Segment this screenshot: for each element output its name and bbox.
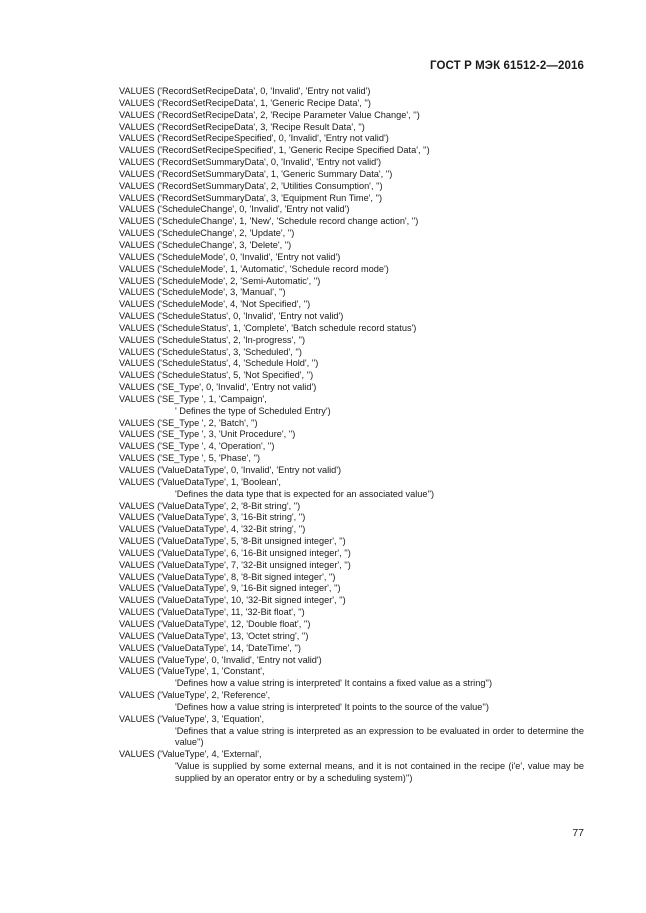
values-statement-line: VALUES ('RecordSetRecipeSpecified', 1, 'Generic Recipe Specified Data', '') bbox=[119, 145, 430, 156]
values-statement-line: VALUES ('ValueDataType', 13, 'Octet string', '') bbox=[119, 630, 309, 641]
page-number: 77 bbox=[572, 827, 584, 839]
values-statement-line: VALUES ('RecordSetSummaryData', 0, 'Invalid', 'Entry not valid') bbox=[119, 157, 382, 168]
values-statement-line: VALUES ('ScheduleMode', 4, 'Not Specified', '') bbox=[119, 299, 311, 310]
values-statement-line: VALUES ('RecordSetSummaryData', 2, 'Utilities Consumption', '') bbox=[119, 180, 383, 191]
description-line: 'Defines how a value string is interpreted' It points to the source of the value'') bbox=[175, 701, 489, 712]
values-statement-line: VALUES ('SE_Type ', 2, 'Batch', '') bbox=[119, 417, 258, 428]
values-statement-line: VALUES ('RecordSetRecipeData', 1, 'Generic Recipe Data', '') bbox=[119, 97, 371, 108]
values-statement-line: VALUES ('RecordSetRecipeData', 3, 'Recipe Result Data', '') bbox=[119, 121, 365, 132]
code-listing bbox=[119, 86, 584, 785]
values-statement-line: VALUES ('ScheduleStatus', 2, 'In-progress', '') bbox=[119, 334, 306, 345]
values-statement-line: VALUES ('ScheduleStatus', 3, 'Scheduled', '') bbox=[119, 346, 302, 357]
values-statement-line: VALUES ('ScheduleChange', 1, 'New', 'Schedule record change action', '') bbox=[119, 216, 419, 227]
values-statement-line: VALUES ('RecordSetSummaryData', 1, 'Generic Summary Data', '') bbox=[119, 168, 393, 179]
values-statement-line: VALUES ('ValueDataType', 2, '8-Bit string', '') bbox=[119, 500, 301, 511]
values-statement-line: VALUES ('RecordSetRecipeData', 2, 'Recipe Parameter Value Change', '') bbox=[119, 109, 420, 120]
values-statement-line: VALUES ('ValueType', 2, 'Reference', bbox=[119, 690, 271, 701]
values-statement-line: VALUES ('SE_Type ', 5, 'Phase', '') bbox=[119, 453, 261, 464]
values-statement-line: VALUES ('RecordSetRecipeSpecified', 0, 'Invalid', 'Entry not valid') bbox=[119, 133, 389, 144]
description-line: ' Defines the type of Scheduled Entry') bbox=[175, 405, 331, 416]
values-statement-line: VALUES ('ScheduleStatus', 4, 'Schedule Hold', '') bbox=[119, 358, 319, 369]
description-line: 'Defines how a value string is interpreted' It contains a fixed value as a string'') bbox=[175, 678, 493, 689]
description-line: 'Defines the data type that is expected for an associated value'') bbox=[175, 488, 435, 499]
values-statement-line: VALUES ('ScheduleChange', 0, 'Invalid', 'Entry not valid') bbox=[119, 204, 350, 215]
values-statement-line: VALUES ('ValueDataType', 7, '32-Bit unsigned integer', '') bbox=[119, 559, 351, 570]
values-statement-line: VALUES ('ValueDataType', 3, '16-Bit string', '') bbox=[119, 512, 306, 523]
values-statement-line: VALUES ('ValueDataType', 8, '8-Bit signed integer', '') bbox=[119, 571, 336, 582]
values-statement-line: VALUES ('ScheduleChange', 2, 'Update', '') bbox=[119, 228, 295, 239]
values-statement-line: VALUES ('ScheduleMode', 1, 'Automatic', 'Schedule record mode') bbox=[119, 263, 389, 274]
values-statement-line: VALUES ('SE_Type ', 4, 'Operation', '') bbox=[119, 441, 275, 452]
values-statement-line: VALUES ('ValueType', 3, 'Equation', bbox=[119, 713, 265, 724]
values-statement-line: VALUES ('ValueType', 0, 'Invalid', 'Entry not valid') bbox=[119, 654, 322, 665]
values-statement-line: VALUES ('ScheduleStatus', 0, 'Invalid', 'Entry not valid') bbox=[119, 311, 344, 322]
description-line: 'Value is supplied by some external means, and it is not contained in the recipe (i'e', value may be supplied by an operator entry or by a scheduling system)'') bbox=[175, 761, 584, 783]
values-statement-line: VALUES ('ValueDataType', 1, 'Boolean', bbox=[119, 476, 281, 487]
values-statement-line: VALUES ('ValueDataType', 4, '32-Bit string', '') bbox=[119, 524, 306, 535]
values-statement-line: VALUES ('ScheduleStatus', 5, 'Not Specified', '') bbox=[119, 370, 314, 381]
values-statement-line: VALUES ('ScheduleMode', 0, 'Invalid', 'Entry not valid') bbox=[119, 251, 341, 262]
values-statement-line: VALUES ('RecordSetRecipeData', 0, 'Invalid', 'Entry not valid') bbox=[119, 86, 371, 96]
values-statement-line: VALUES ('ValueType', 1, 'Constant', bbox=[119, 666, 265, 677]
values-statement-line: VALUES ('ValueDataType', 9, '16-Bit signed integer', '') bbox=[119, 583, 341, 594]
values-statement-line: VALUES ('ScheduleStatus', 1, 'Complete', 'Batch schedule record status') bbox=[119, 322, 417, 333]
document-header: ГОСТ Р МЭК 61512-2—2016 bbox=[430, 60, 584, 72]
values-statement-line: VALUES ('SE_Type', 0, 'Invalid', 'Entry not valid') bbox=[119, 382, 317, 393]
values-statement-line: VALUES ('SE_Type ', 3, 'Unit Procedure', '') bbox=[119, 429, 296, 440]
values-statement-line: VALUES ('ScheduleMode', 3, 'Manual', '') bbox=[119, 287, 286, 298]
values-statement-line: VALUES ('ScheduleChange', 3, 'Delete', '') bbox=[119, 239, 292, 250]
description-line: 'Defines that a value string is interpreted as an expression to be evaluated in order to determine the value'') bbox=[175, 725, 584, 748]
values-statement-line: VALUES ('ScheduleMode', 2, 'Semi-Automatic', '') bbox=[119, 275, 321, 286]
values-statement-line: VALUES ('SE_Type ', 1, 'Campaign', bbox=[119, 393, 267, 404]
values-statement-line: VALUES ('ValueDataType', 5, '8-Bit unsigned integer', '') bbox=[119, 536, 346, 547]
values-statement-line: VALUES ('ValueDataType', 0, 'Invalid', 'Entry not valid') bbox=[119, 465, 342, 475]
values-statement-line: VALUES ('ValueDataType', 14, 'DateTime', '') bbox=[119, 642, 301, 653]
values-statement-line: VALUES ('ValueDataType', 11, '32-Bit float', '') bbox=[119, 607, 305, 618]
values-statement-line: VALUES ('ValueType', 4, 'External', bbox=[119, 749, 262, 760]
values-statement-line: VALUES ('ValueDataType', 12, 'Double float', '') bbox=[119, 618, 311, 629]
values-statement-line: VALUES ('RecordSetSummaryData', 3, 'Equipment Run Time', '') bbox=[119, 192, 383, 203]
values-statement-line: VALUES ('ValueDataType', 10, '32-Bit signed integer', '') bbox=[119, 595, 346, 606]
values-statement-line: VALUES ('ValueDataType', 6, '16-Bit unsigned integer', '') bbox=[119, 547, 351, 558]
